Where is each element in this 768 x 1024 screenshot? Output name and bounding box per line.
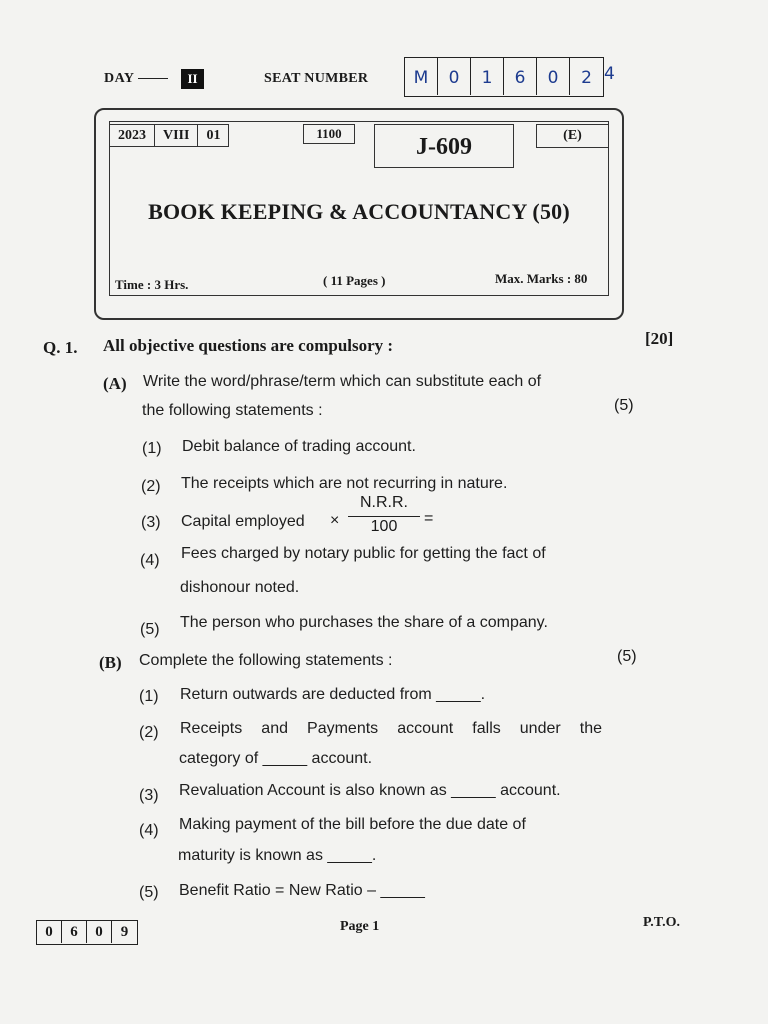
item-text: Return outwards are deducted from _____. [180, 686, 486, 703]
question-number: Q. 1. [43, 338, 78, 357]
item-number: (1) [142, 440, 162, 457]
seat-number-cell: 6 [504, 58, 537, 95]
item-number: (4) [139, 822, 159, 839]
exam-duration: Time : 3 Hrs. [115, 277, 189, 292]
seat-number-extra: 4 [604, 64, 615, 84]
max-marks: Max. Marks : 80 [495, 271, 588, 286]
item-number: (1) [139, 688, 159, 705]
paper-code-footer [36, 920, 138, 945]
exam-code-row [109, 124, 229, 147]
exam-day: 01 [206, 128, 221, 143]
item-number: (3) [139, 787, 159, 804]
page-number: Page 1 [340, 919, 380, 934]
multiply-sign: × [330, 512, 340, 529]
subject-title: BOOK KEEPING & ACCOUNTANCY (50) [148, 199, 570, 224]
section-b-label: (B) [99, 653, 122, 672]
day-label: DAY [104, 71, 171, 87]
item-number: (5) [140, 621, 160, 638]
fraction-denominator: 100 [370, 518, 398, 535]
item-text-cont: category of _____ account. [179, 750, 373, 767]
item-number: (5) [139, 884, 159, 901]
seat-number-cell: 0 [537, 58, 570, 95]
item-text: Receipts and Payments account falls under the [180, 720, 602, 737]
item-text-cont: dishonour noted. [180, 579, 300, 596]
language-code: (E) [536, 124, 609, 148]
please-turn-over: P.T.O. [643, 915, 680, 930]
exam-year: 2023 [110, 125, 155, 146]
page-count: ( 11 Pages ) [323, 273, 386, 288]
footer-code-digit: 0 [87, 921, 112, 943]
seat-number-grid [404, 57, 604, 97]
seat-number-label: SEAT NUMBER [264, 71, 369, 86]
section-b-instruction: Complete the following statements : [139, 652, 393, 669]
section-b-marks: (5) [617, 648, 637, 665]
section-a-instruction: Write the word/phrase/term which can substitute each of [143, 373, 542, 390]
fraction-bar [348, 516, 420, 517]
footer-code-digit: 6 [62, 921, 87, 943]
section-a-label: (A) [103, 374, 127, 393]
item-text-cont: maturity is known as _____. [178, 847, 377, 864]
paper-code: J-609 [374, 124, 514, 168]
seat-number-cell: 0 [438, 58, 471, 95]
day-value: II [181, 69, 204, 89]
question-heading: All objective questions are compulsory : [103, 336, 394, 355]
item-text: Capital employed [181, 513, 305, 530]
seat-number-cell: 2 [581, 68, 592, 88]
item-text: Debit balance of trading account. [182, 438, 416, 455]
item-number: (4) [140, 552, 160, 569]
equals-sign: = [424, 510, 434, 527]
footer-code-digit: 9 [120, 924, 129, 940]
seat-number-cell: 1 [471, 58, 504, 95]
item-number: (2) [139, 724, 159, 741]
exam-time-code: 1100 [303, 124, 355, 144]
exam-month: VIII [155, 125, 198, 146]
item-text: The person who purchases the share of a company. [180, 614, 548, 631]
section-a-instruction-cont: the following statements : [142, 402, 323, 419]
item-number: (2) [141, 478, 161, 495]
section-a-marks: (5) [614, 397, 634, 414]
item-text: Making payment of the bill before the due date of [179, 816, 526, 833]
item-text: Revaluation Account is also known as _____ account. [179, 782, 561, 799]
item-number: (3) [141, 514, 161, 531]
footer-code-digit: 0 [37, 921, 62, 943]
question-marks: [20] [645, 329, 674, 348]
item-text: Fees charged by notary public for getting the fact of [181, 545, 546, 562]
fraction-numerator: N.R.R. [360, 494, 408, 511]
item-text: Benefit Ratio = New Ratio – _____ [179, 882, 425, 899]
seat-number-cell: M [405, 58, 438, 95]
item-text: The receipts which are not recurring in nature. [181, 475, 508, 492]
